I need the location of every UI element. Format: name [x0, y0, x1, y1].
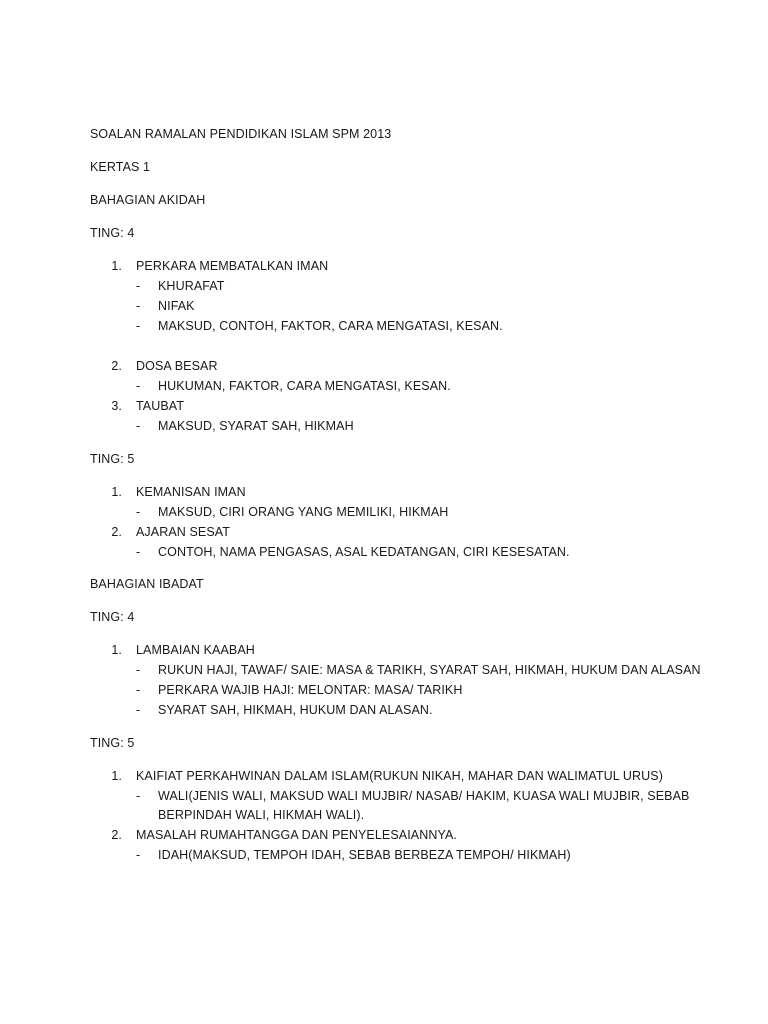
- sub-item-continuation: BERPINDAH WALI, HIKMAH WALI).: [158, 808, 365, 822]
- section-akidah-heading: BAHAGIAN AKIDAH: [90, 193, 206, 207]
- sub-item: PERKARA WAJIB HAJI: MELONTAR: MASA/ TARIKH: [158, 683, 463, 697]
- sub-item: MAKSUD, CIRI ORANG YANG MEMILIKI, HIKMAH: [158, 505, 449, 519]
- list-item: KAIFIAT PERKAHWINAN DALAM ISLAM(RUKUN NIKAH, MAHAR DAN WALIMATUL URUS): [136, 769, 663, 783]
- list-item: LAMBAIAN KAABAH: [136, 643, 255, 657]
- list-item-number: 1.: [111, 485, 122, 499]
- dash-bullet: -: [136, 683, 141, 697]
- dash-bullet: -: [136, 545, 141, 559]
- list-item-number: 3.: [111, 399, 122, 413]
- sub-item: KHURAFAT: [158, 279, 225, 293]
- dash-bullet: -: [136, 299, 141, 313]
- list-item: TAUBAT: [136, 399, 185, 413]
- akidah-ting5-label: TING: 5: [90, 452, 135, 466]
- ibadat-ting4-label: TING: 4: [90, 610, 135, 624]
- list-item-number: 1.: [111, 259, 122, 273]
- dash-bullet: -: [136, 703, 141, 717]
- dash-bullet: -: [136, 789, 141, 803]
- list-item: AJARAN SESAT: [136, 525, 231, 539]
- sub-item: WALI(JENIS WALI, MAKSUD WALI MUJBIR/ NASAB/ HAKIM, KUASA WALI MUJBIR, SEBAB: [158, 789, 690, 803]
- document-title: SOALAN RAMALAN PENDIDIKAN ISLAM SPM 2013: [90, 127, 392, 141]
- dash-bullet: -: [136, 319, 141, 333]
- list-item-number: 2.: [111, 359, 122, 373]
- dash-bullet: -: [136, 663, 141, 677]
- akidah-ting4-label: TING: 4: [90, 226, 135, 240]
- list-item-number: 1.: [111, 643, 122, 657]
- sub-item: MAKSUD, SYARAT SAH, HIKMAH: [158, 419, 354, 433]
- list-item-number: 1.: [111, 769, 122, 783]
- ibadat-ting5-label: TING: 5: [90, 736, 135, 750]
- list-item: PERKARA MEMBATALKAN IMAN: [136, 259, 329, 273]
- sub-item: CONTOH, NAMA PENGASAS, ASAL KEDATANGAN, CIRI KESESATAN.: [158, 545, 570, 559]
- dash-bullet: -: [136, 848, 141, 862]
- list-item: MASALAH RUMAHTANGGA DAN PENYELESAIANNYA.: [136, 828, 457, 842]
- dash-bullet: -: [136, 505, 141, 519]
- dash-bullet: -: [136, 379, 141, 393]
- list-item: KEMANISAN IMAN: [136, 485, 246, 499]
- dash-bullet: -: [136, 279, 141, 293]
- sub-item: NIFAK: [158, 299, 195, 313]
- list-item: DOSA BESAR: [136, 359, 218, 373]
- dash-bullet: -: [136, 419, 141, 433]
- paper-label: KERTAS 1: [90, 160, 151, 174]
- list-item-number: 2.: [111, 828, 122, 842]
- sub-item: IDAH(MAKSUD, TEMPOH IDAH, SEBAB BERBEZA TEMPOH/ HIKMAH): [158, 848, 571, 862]
- sub-item: HUKUMAN, FAKTOR, CARA MENGATASI, KESAN.: [158, 379, 451, 393]
- list-item-number: 2.: [111, 525, 122, 539]
- sub-item: MAKSUD, CONTOH, FAKTOR, CARA MENGATASI, KESAN.: [158, 319, 503, 333]
- sub-item: SYARAT SAH, HIKMAH, HUKUM DAN ALASAN.: [158, 703, 433, 717]
- section-ibadat-heading: BAHAGIAN IBADAT: [90, 577, 204, 591]
- sub-item: RUKUN HAJI, TAWAF/ SAIE: MASA & TARIKH, SYARAT SAH, HIKMAH, HUKUM DAN ALASAN: [158, 663, 701, 677]
